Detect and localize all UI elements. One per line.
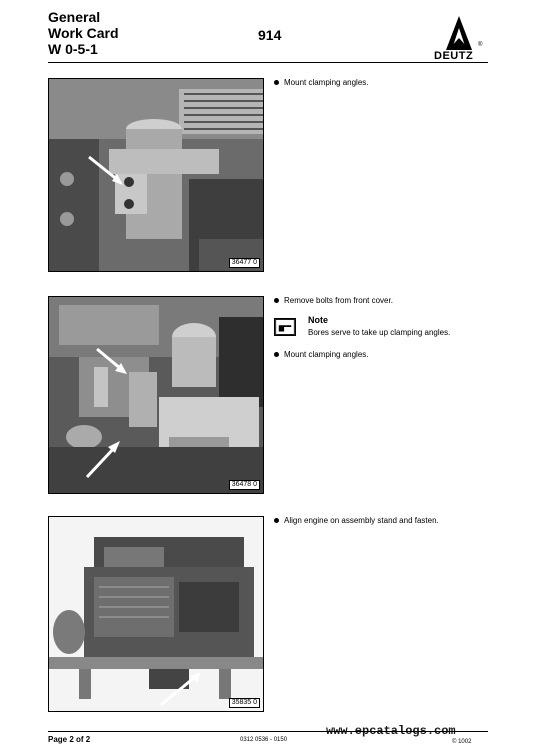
title-line-work-card: Work Card (48, 25, 119, 41)
image-code: 35835 0 (229, 698, 260, 708)
step-mount-clamping-angles-2 (274, 350, 369, 360)
photo-front-cover-bolts (48, 296, 264, 494)
bullet-icon (274, 80, 279, 85)
step-text: Remove bolts from front cover. (284, 296, 393, 305)
bullet-icon (274, 352, 279, 357)
engine-model: 914 (258, 27, 282, 43)
header-rule (48, 62, 488, 63)
photo-3-image (49, 517, 263, 711)
page-number: Page 2 of 2 (48, 735, 91, 744)
brand-name: DEUTZ (434, 50, 474, 62)
document-title (48, 9, 119, 57)
photo-2-image (49, 297, 263, 493)
note-body: Bores serve to take up clamping angles. (308, 328, 451, 337)
step-mount-clamping-angles (274, 78, 369, 88)
photo-engine-on-stand (48, 516, 264, 712)
image-code: 36478 0 (229, 480, 260, 490)
title-line-work-card-number: W 0-5-1 (48, 41, 98, 57)
pointing-hand-icon (274, 318, 296, 336)
footer-rule (48, 731, 488, 732)
title-line-general: General (48, 9, 101, 25)
step-text: Mount clamping angles. (284, 78, 369, 87)
watermark-url: www.epcatalogs.com (326, 724, 456, 738)
bullet-icon (274, 518, 279, 523)
note-title: Note (308, 315, 328, 325)
registered-mark: ® (478, 42, 483, 48)
document-code: 0312 0536 - 0150 (240, 737, 288, 743)
photo-1-image (49, 79, 263, 271)
note-box (274, 314, 514, 344)
photo-clamping-angles (48, 78, 264, 272)
image-code: 36477 0 (229, 258, 260, 268)
step-remove-bolts (274, 296, 393, 306)
bullet-icon (274, 298, 279, 303)
step-text: Mount clamping angles. (284, 350, 369, 359)
step-align-engine (274, 516, 439, 526)
copyright: © 1002 (452, 739, 472, 745)
step-text: Align engine on assembly stand and fasten. (284, 516, 439, 525)
